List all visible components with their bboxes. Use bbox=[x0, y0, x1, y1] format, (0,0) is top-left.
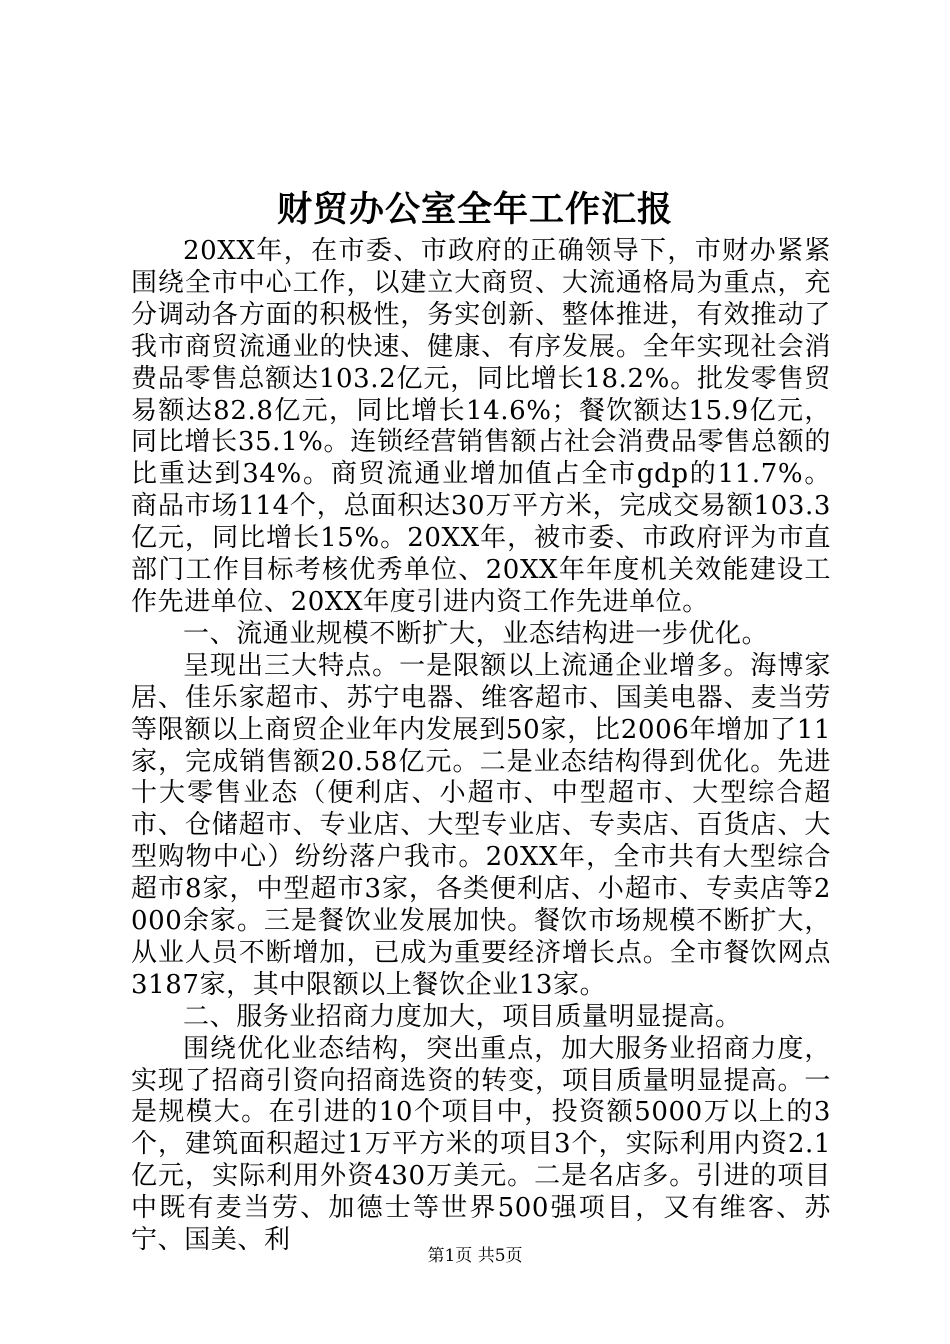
paragraph-section-1: 呈现出三大特点。一是限额以上流通企业增多。海博家居、佳乐家超市、苏宁电器、维客超市、国美电器、麦当劳等限额以上商贸企业年内发展到50家，比2006年增加了11家，完成销售额20.58亿元。二是业态结构得到优化。先进十大零售业态（便利店、小超市、中型超市、大型综合超市、仓储超市、专业店、大型专业店、专卖店、百货店、大型购物中心）纷纷落户我市。20XX年，全市共有大型综合超市8家，中型超市3家，各类便利店、小超市、专卖店等2000余家。三是餐饮业发展加快。餐饮市场规模不断扩大，从业人员不断增加，已成为重要经济增长点。全市餐饮网点3187家，其中限额以上餐饮企业13家。 bbox=[131, 650, 831, 1000]
paragraph-intro: 20XX年，在市委、市政府的正确领导下，市财办紧紧围绕全市中心工作，以建立大商贸、大流通格局为重点，充分调动各方面的积极性，务实创新、整体推进，有效推动了我市商贸流通业的快速、健康、有序发展。全年实现社会消费品零售总额达103.2亿元，同比增长18.2%。批发零售贸易额达82.8亿元，同比增长14.6%；餐饮额达15.9亿元，同比增长35.1%。连锁经营销售额占社会消费品零售总额的比重达到34%。商贸流通业增加值占全市gdp的11.7%。商品市场114个，总面积达30万平方米，完成交易额103.3亿元，同比增长15%。20XX年，被市委、市政府评为市直部门工作目标考核优秀单位、20XX年年度机关效能建设工作先进单位、20XX年度引进内资工作先进单位。 bbox=[131, 236, 831, 617]
page-footer: 第1页 共5页 bbox=[427, 1246, 523, 1266]
paragraph-section-2: 围绕优化业态结构，突出重点，加大服务业招商力度，实现了招商引资向招商选资的转变，项目质量明显提高。一是规模大。在引进的10个项目中，投资额5000万以上的3个，建筑面积超过1万平方米的项目3个，实际利用内资2.1亿元，实际利用外资430万美元。二是名店多。引进的项目中既有麦当劳、加德士等世界500强项目，又有维客、苏宁、国美、利 bbox=[131, 1033, 831, 1256]
document-body bbox=[131, 236, 831, 1257]
document-title: 财贸办公室全年工作汇报 bbox=[276, 189, 673, 230]
section-heading-2: 二、服务业招商力度加大，项目质量明显提高。 bbox=[183, 1001, 742, 1032]
section-heading-1: 一、流通业规模不断扩大，业态结构进一步优化。 bbox=[183, 618, 769, 649]
